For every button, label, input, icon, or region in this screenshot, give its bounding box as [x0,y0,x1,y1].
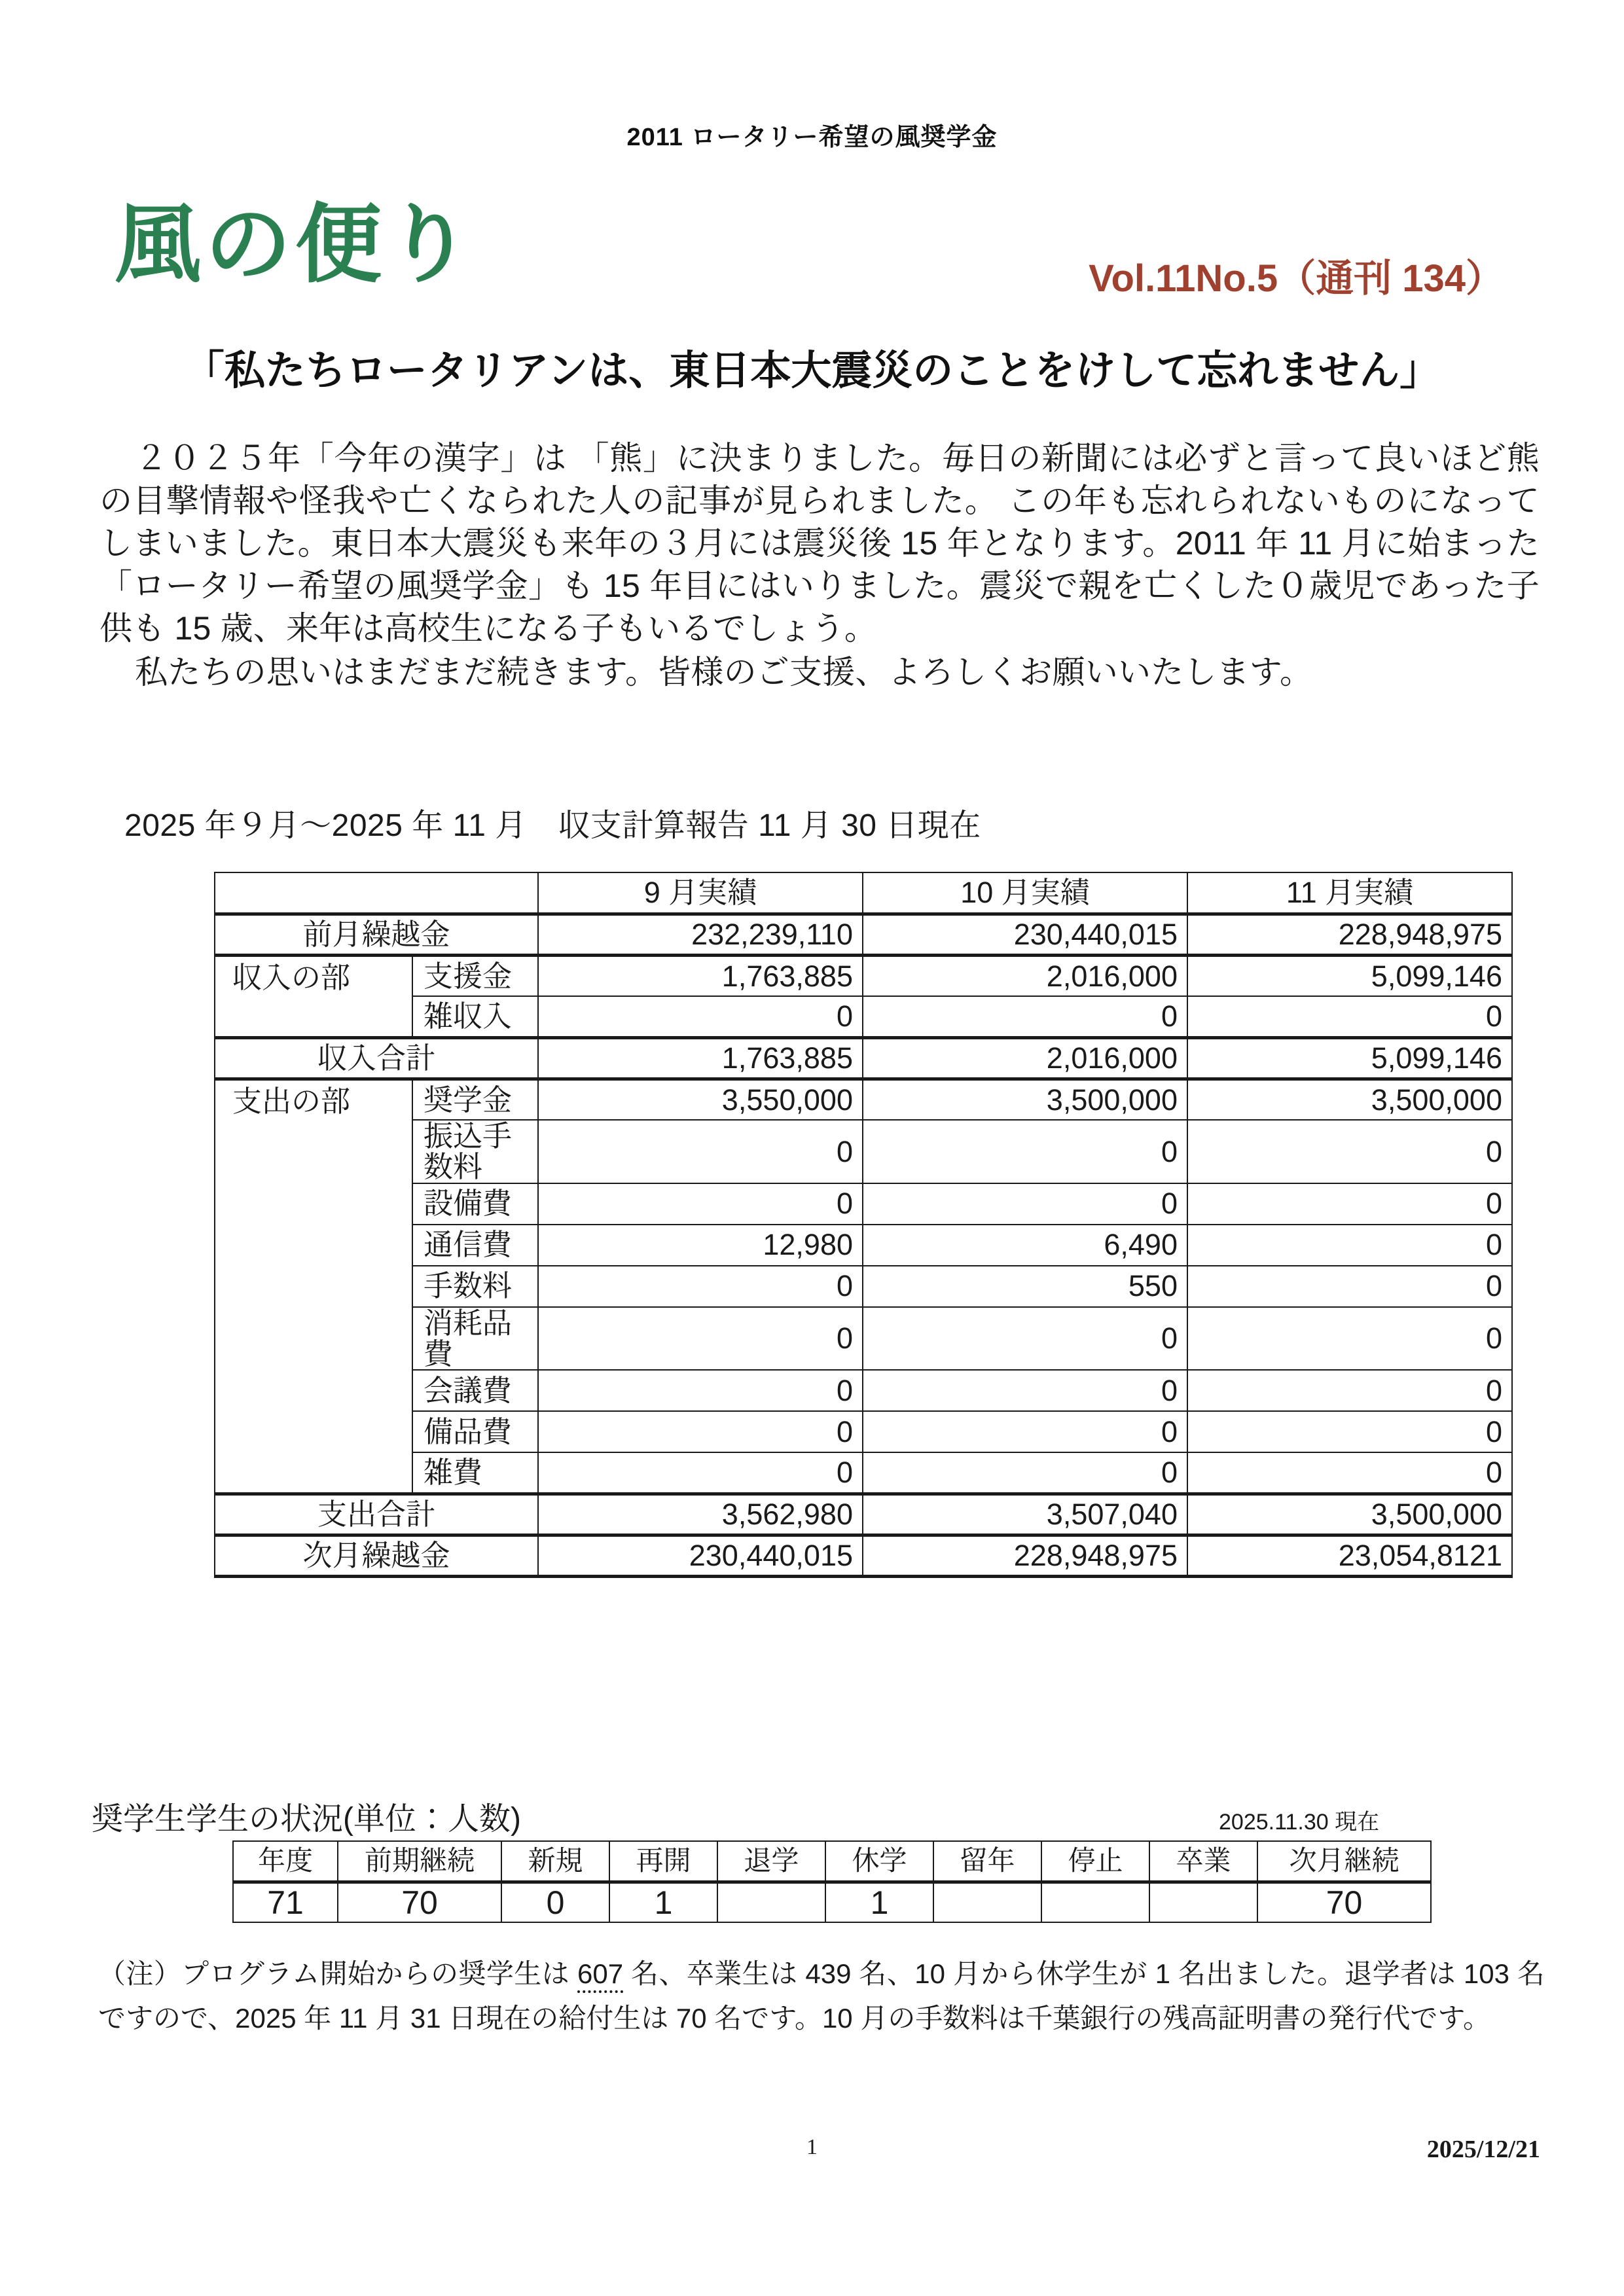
table-cell-value: 2,016,000 [863,1037,1187,1079]
students-column-header: 新規 [501,1841,609,1882]
table-header-row [215,872,1512,914]
students-column-header: 年度 [233,1841,338,1882]
row-label: 支援金 [412,955,538,996]
table-cell-value: 550 [863,1266,1187,1307]
row-label: 消耗品費 [412,1307,538,1371]
footnote-highlight-number: 607 [577,1958,623,1993]
table-cell-value: 3,550,000 [538,1079,863,1120]
table-cell-value: 0 [863,1307,1187,1371]
table-cell-value: 0 [538,1183,863,1225]
table-row [215,1535,1512,1576]
students-column-header: 次月継続 [1257,1841,1431,1882]
students-column-header: 留年 [933,1841,1041,1882]
table-cell-value: 232,239,110 [538,914,863,955]
table-row [215,1494,1512,1535]
table-cell-value: 0 [538,996,863,1037]
footnote-prefix: （注）プログラム開始からの奨学生は [98,1958,577,1989]
header-cell-blank [215,872,538,914]
financial-table [214,872,1513,1578]
table-cell-value: 0 [1187,1120,1512,1183]
lead-article [99,437,1540,694]
table-cell-value: 12,980 [538,1225,863,1266]
row-label: 設備費 [412,1183,538,1225]
table-cell-value: 228,948,975 [1187,914,1512,955]
row-label: 備品費 [412,1411,538,1452]
table-cell-value: 5,099,146 [1187,1037,1512,1079]
row-group-label: 収入の部 [215,955,412,1037]
footer-date: 2025/12/21 [1426,2136,1540,2163]
table-cell-value: 3,562,980 [538,1494,863,1535]
table-row [215,914,1512,955]
students-cell-value: 70 [1257,1882,1431,1922]
students-cell-value [717,1882,825,1922]
table-cell-value: 3,500,000 [1187,1494,1512,1535]
footer-page-number: 1 [806,2135,818,2159]
tagline: 「私たちロータリアンは、東日本大震災のことをけして忘れません」 [183,348,1441,393]
row-label: 次月繰越金 [215,1535,538,1576]
table-cell-value: 0 [1187,1266,1512,1307]
table-cell-value: 3,507,040 [863,1494,1187,1535]
row-label: 雑収入 [412,996,538,1037]
table-cell-value: 3,500,000 [1187,1079,1512,1120]
table-row [215,955,1512,996]
table-cell-value: 2,016,000 [863,955,1187,996]
table-cell-value: 0 [863,1183,1187,1225]
masthead [115,196,1542,305]
table-cell-value: 0 [863,1120,1187,1183]
table-row [215,1079,1512,1120]
table-cell-value: 1,763,885 [538,955,863,996]
students-as-of-date: 2025.11.30 現在 [1219,1810,1380,1835]
masthead-title: 風の便り [115,196,476,293]
table-cell-value: 0 [1187,1307,1512,1371]
row-label: 前月繰越金 [215,914,538,955]
lead-paragraph-1: ２０２５年「今年の漢字」は 「熊」に決まりました。毎日の新聞には必ずと言って良いほど熊の目撃情報や怪我や亡くなられた人の記事が見られました。 この年も忘れられないものになってしまいました。東日本大震災も来年の３月には震災後 15 年となります。2011 年 11 月に始まった「ロータリー希望の風奨学金」も 15 年目にはいりました。震災で親を亡くした０歳児であった子供も 15 歳、来年は高校生になる子もいるでしょう。 [99,440,1540,647]
table-cell-value: 0 [538,1120,863,1183]
table-cell-value: 0 [1187,1452,1512,1494]
row-label: 奨学金 [412,1079,538,1120]
students-column-header: 再開 [609,1841,717,1882]
table-cell-value: 0 [863,1411,1187,1452]
table-cell-value: 0 [538,1411,863,1452]
row-group-label: 支出の部 [215,1079,412,1494]
row-label: 雑費 [412,1452,538,1494]
column-header: 9 月実績 [538,872,863,914]
students-table-wrap [232,1840,1432,1923]
table-cell-value: 0 [1187,996,1512,1037]
table-cell-value: 0 [1187,1183,1512,1225]
students-column-header: 前期継続 [338,1841,501,1882]
table-row [215,1037,1512,1079]
students-caption: 奨学生学生の状況(単位：人数) [92,1802,521,1837]
table-cell-value: 0 [863,1370,1187,1411]
students-column-header: 卒業 [1149,1841,1257,1882]
students-column-header: 停止 [1041,1841,1149,1882]
students-value-row [233,1882,1431,1922]
table-cell-value: 3,500,000 [863,1079,1187,1120]
table-cell-value: 0 [538,1452,863,1494]
row-label: 手数料 [412,1266,538,1307]
students-cell-value: 71 [233,1882,338,1922]
students-cell-value: 1 [825,1882,933,1922]
table-cell-value: 230,440,015 [863,914,1187,955]
table-cell-value: 228,948,975 [863,1535,1187,1576]
students-cell-value: 1 [609,1882,717,1922]
financial-report-caption: 2025 年９月〜2025 年 11 月 収支計算報告 11 月 30 日現在 [124,808,981,843]
students-cell-value [1149,1882,1257,1922]
financial-table-wrap [214,872,1513,1578]
row-label: 会議費 [412,1370,538,1411]
students-header-row [233,1841,1431,1882]
row-label: 収入合計 [215,1037,538,1079]
volume-issue-label: Vol.11No.5（通刊 134） [1089,257,1504,300]
students-column-header: 退学 [717,1841,825,1882]
table-cell-value: 0 [863,1452,1187,1494]
table-cell-value: 5,099,146 [1187,955,1512,996]
table-cell-value: 0 [538,1370,863,1411]
row-label: 振込手数料 [412,1120,538,1183]
table-cell-value: 23,054,8121 [1187,1535,1512,1576]
table-cell-value: 0 [863,996,1187,1037]
table-cell-value: 0 [1187,1225,1512,1266]
running-head: 2011 ロータリー希望の風奨学金 [626,124,998,151]
students-cell-value [1041,1882,1149,1922]
column-header: 10 月実績 [863,872,1187,914]
lead-paragraph-2: 私たちの思いはまだまだ続きます。皆様のご支援、よろしくお願いいたします。 [135,654,1313,691]
table-cell-value: 1,763,885 [538,1037,863,1079]
footnote [98,1952,1545,2041]
row-label: 通信費 [412,1225,538,1266]
students-cell-value [933,1882,1041,1922]
table-cell-value: 0 [538,1307,863,1371]
students-cell-value: 70 [338,1882,501,1922]
column-header: 11 月実績 [1187,872,1512,914]
students-column-header: 休学 [825,1841,933,1882]
footnote-suffix: 名、卒業生は 439 名、10 月から休学生が 1 名出ました。退学者は 103 名ですので、2025 年 11 月 31 日現在の給付生は 70 名です。10 月の手数料は千葉銀行の残高証明書の発行代です。 [98,1958,1545,2034]
row-label: 支出合計 [215,1494,538,1535]
students-cell-value: 0 [501,1882,609,1922]
students-table [232,1840,1432,1923]
table-cell-value: 0 [538,1266,863,1307]
table-cell-value: 0 [1187,1370,1512,1411]
table-cell-value: 0 [1187,1411,1512,1452]
table-cell-value: 6,490 [863,1225,1187,1266]
table-cell-value: 230,440,015 [538,1535,863,1576]
